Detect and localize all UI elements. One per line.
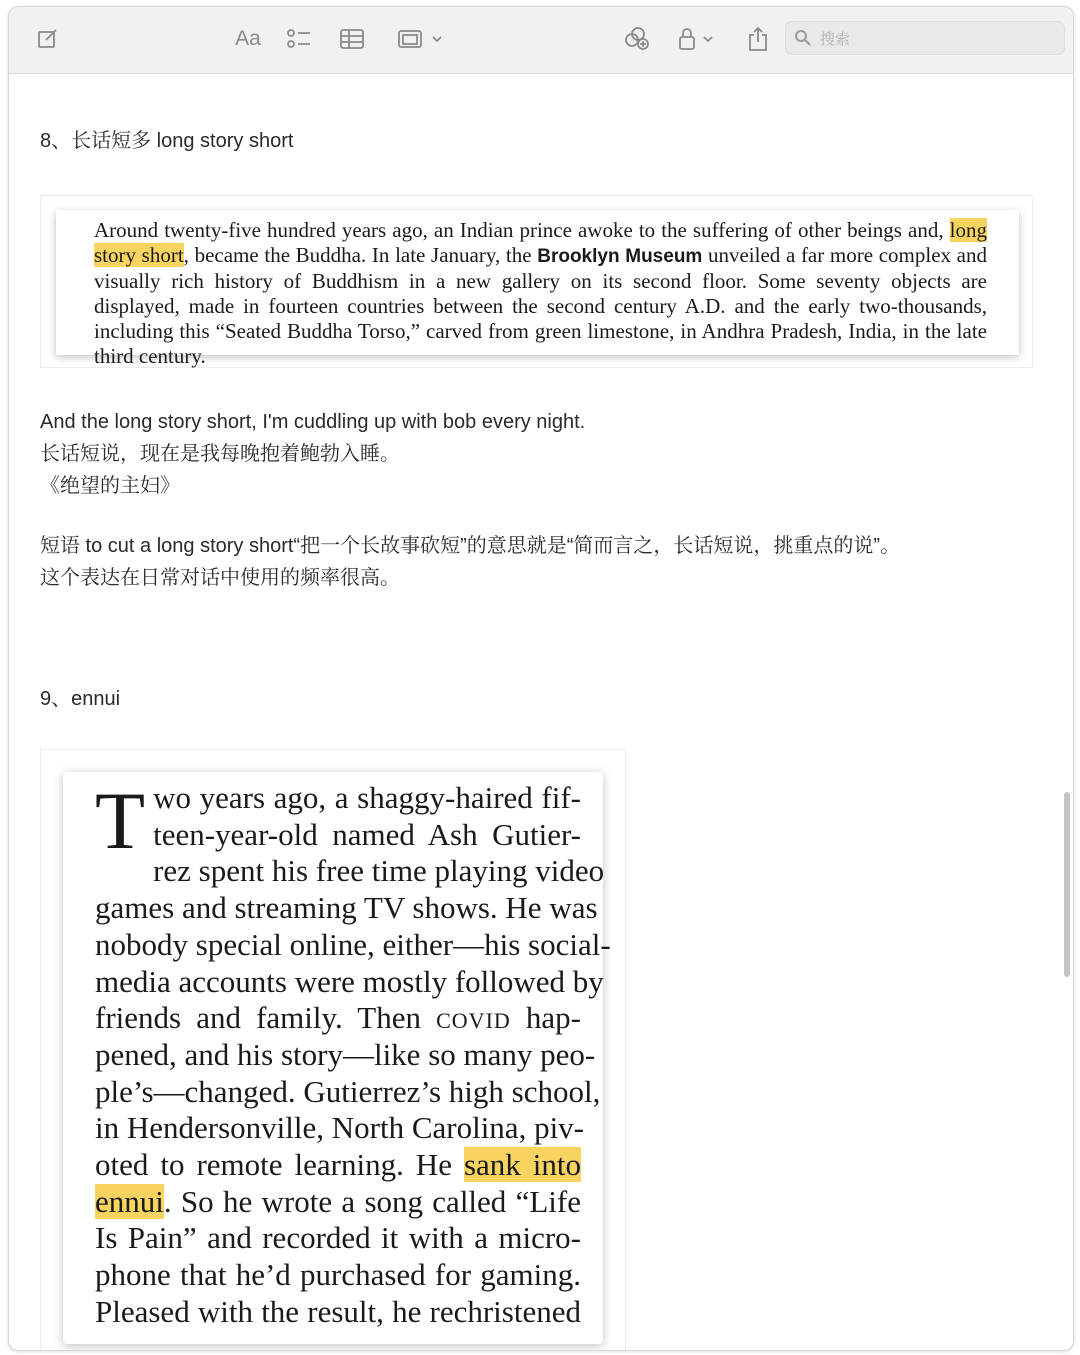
share-icon[interactable]	[743, 25, 773, 53]
notes-window	[8, 6, 1074, 1351]
checklist-icon[interactable]	[284, 25, 314, 53]
excerpt-image-2	[40, 749, 626, 1351]
lock-icon[interactable]	[675, 25, 721, 53]
excerpt2-line: games and streaming TV shows. He was	[95, 890, 598, 926]
excerpt2-line: in Hendersonville, North Carolina, piv-	[95, 1110, 585, 1146]
excerpt2-line	[95, 1184, 581, 1221]
excerpt1-part3: unveiled a far more complex and visually rich history of Buddhism in a new gallery on its second floor. Some seventy objects are displayed, made in fourteen countries between the second century A.D. and the early two-thousands, including this “Seated Buddha Torso,” carved from green limestone, in Andhra Pradesh, India, in the late third century.	[94, 243, 988, 368]
excerpt1-part2: , became the Buddha. In late January, the	[183, 243, 538, 267]
explanation-block	[40, 530, 900, 594]
excerpt1-part1: Around twenty-five hundred years ago, an Indian prince awoke to the suffering of other beings and,	[94, 218, 950, 242]
excerpt2-line	[95, 1000, 581, 1037]
excerpt2-line: Pleased with the result, he rechristened	[95, 1293, 581, 1329]
highlight-ennui: ennui	[95, 1183, 164, 1219]
search-input[interactable]	[785, 21, 1065, 55]
excerpt2-line: wo years ago, a shaggy-haired fif-	[153, 780, 581, 815]
line12-b: . So he wrote a song called “Life	[163, 1183, 581, 1219]
covid-text: covid	[436, 1000, 511, 1036]
search-placeholder: 搜索	[820, 30, 851, 48]
excerpt-card-1	[56, 210, 1019, 368]
excerpt2-line	[95, 1147, 581, 1184]
example-block	[40, 406, 585, 502]
heading-8: 8、长话短多 long story short	[40, 130, 294, 152]
excerpt-card-2	[63, 772, 611, 1344]
example-chinese: 长话短说，现在是我每晚抱着鲍勃入睡。	[40, 443, 400, 465]
excerpt2-line: Is Pain” and recorded it with a micro-	[95, 1220, 581, 1256]
toolbar	[9, 7, 1073, 74]
explanation-line-1: 短语 to cut a long story short“把一个长故事砍短”的意思就是“简而言之，长话短说，挑重点的说”。	[40, 535, 901, 557]
format-text-button[interactable]: Aa	[235, 27, 261, 50]
highlight-long-story-short: long story short	[94, 218, 987, 267]
line7-a: friends and family. Then	[95, 1000, 437, 1036]
excerpt2-line: rez spent his free time playing video	[153, 853, 605, 889]
excerpt2-line: media accounts were mostly followed by	[95, 963, 604, 999]
collaborate-icon[interactable]	[621, 25, 653, 53]
compose-icon[interactable]	[33, 25, 63, 53]
excerpt2-line: pened, and his story—like so many peo-	[95, 1036, 596, 1072]
excerpt-image-1	[40, 195, 1033, 368]
heading-9: 9、ennui	[40, 688, 121, 710]
excerpt2-line: phone that he’d purchased for gaming.	[95, 1257, 581, 1293]
note-body[interactable]	[9, 74, 1073, 1350]
search-icon	[794, 29, 812, 47]
media-icon[interactable]	[395, 25, 447, 53]
line11-a: oted to remote learning. He	[95, 1147, 464, 1183]
excerpt2-line: teen-year-old named Ash Gutier-	[153, 816, 581, 852]
example-source: 《绝望的主妇》	[40, 475, 180, 497]
vertical-scrollbar[interactable]	[1064, 792, 1070, 977]
excerpt2-line: ple’s—changed. Gutierrez’s high school,	[95, 1073, 601, 1109]
drop-cap: T	[95, 775, 146, 866]
explanation-line-2: 这个表达在日常对话中使用的频率很高。	[40, 567, 400, 589]
example-english: And the long story short, I'm cuddling up with bob every night.	[40, 411, 586, 433]
excerpt2-line: nobody special online, either—his social-	[95, 926, 611, 962]
brooklyn-museum-text: Brooklyn Museum	[537, 246, 703, 267]
table-icon[interactable]	[337, 25, 367, 53]
line7-b: hap-	[510, 1000, 581, 1036]
highlight-sank-into: sank into	[463, 1147, 581, 1183]
